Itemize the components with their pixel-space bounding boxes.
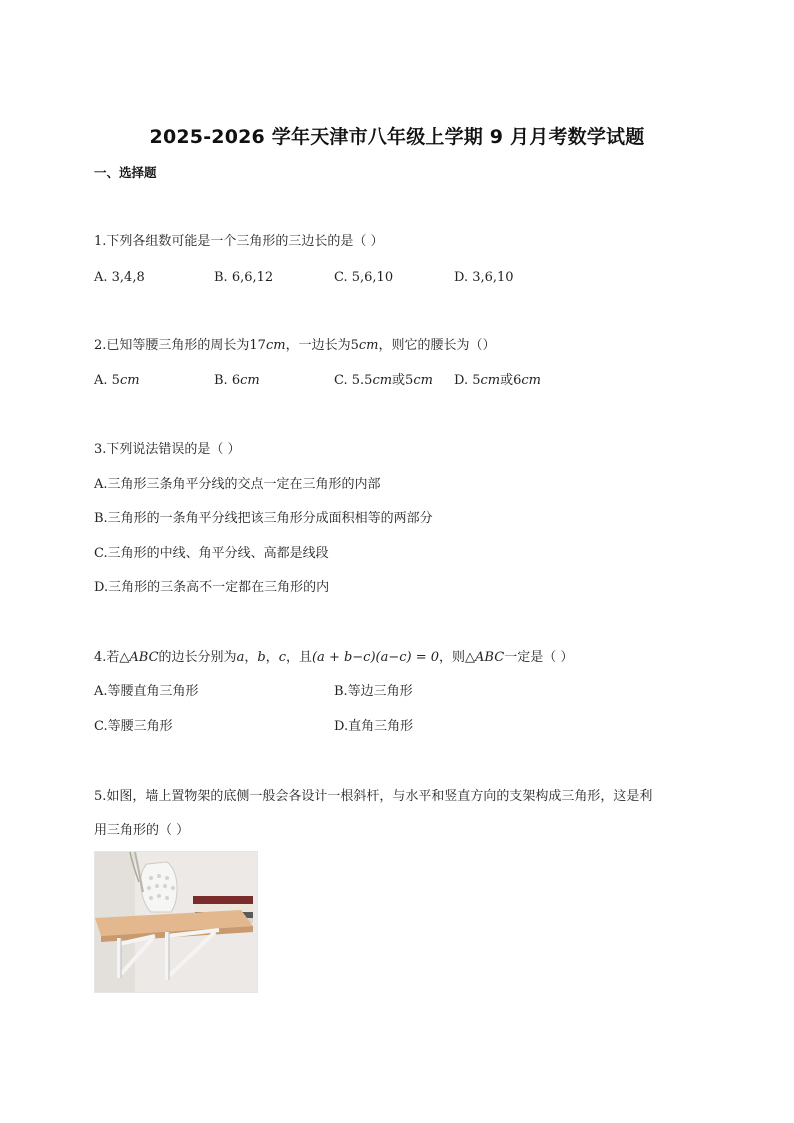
equation: (a + b−c)(a−c) = 0 <box>311 650 440 665</box>
q2-unit: cm <box>358 338 379 353</box>
q4-option-c: C.等腰三角形 <box>94 719 173 734</box>
variable-a: a <box>236 650 245 665</box>
question-2-stem <box>94 338 495 354</box>
q3-option-b: B.三角形的一条角平分线把该三角形分成面积相等的两部分 <box>94 511 433 526</box>
q4-option-d: D.直角三角形 <box>334 719 414 734</box>
option-unit: cm <box>372 373 393 388</box>
q3-option-a: A.三角形三条角平分线的交点一定在三角形的内部 <box>94 477 381 492</box>
q2-unit: cm <box>265 338 286 353</box>
triangle-symbol: △ <box>465 650 476 665</box>
q3-option-d: D.三角形的三条高不一定都在三角形的内 <box>94 580 330 595</box>
option-text: 或5 <box>392 373 414 388</box>
shelf-illustration <box>95 852 257 992</box>
triangle-symbol: △ <box>119 650 130 665</box>
q2-stem-part: 2.已知等腰三角形的周长为17 <box>94 338 266 353</box>
q1-option-c: C. 5,6,10 <box>334 270 394 285</box>
question-5-stem-line-2: 用三角形的（ ） <box>94 823 190 838</box>
q1-option-d: D. 3,6,10 <box>454 270 514 285</box>
q2-option-c <box>334 373 433 389</box>
q1-option-a: A. 3,4,8 <box>94 270 145 285</box>
option-unit: cm <box>119 373 140 388</box>
option-label: D. 5 <box>454 373 481 388</box>
q2-option-b <box>214 373 260 389</box>
option-unit: cm <box>480 373 501 388</box>
variable-c: c <box>278 650 286 665</box>
option-unit: cm <box>413 373 433 388</box>
q2-option-a <box>94 373 140 389</box>
q4-stem-part: ，则 <box>439 650 466 665</box>
option-label: B. 6 <box>214 373 241 388</box>
q4-stem-part: 一定是（ ） <box>504 650 574 665</box>
q2-stem-part: ，则它的腰长为（） <box>378 338 496 353</box>
q4-option-b: B.等边三角形 <box>334 684 413 699</box>
shelf-photo <box>94 851 258 993</box>
q2-stem-part: ，一边长为5 <box>285 338 359 353</box>
variable-b: b <box>257 650 266 665</box>
q4-stem-part: 的边长分别为 <box>158 650 237 665</box>
q4-stem-part: 4.若 <box>94 650 120 665</box>
separator: ， <box>265 650 279 665</box>
option-label: A. 5 <box>94 373 120 388</box>
option-text: 或6 <box>500 373 522 388</box>
q4-stem-part: ，且 <box>285 650 312 665</box>
q2-option-d <box>454 373 541 389</box>
page-title: 2025-2026 学年天津市八年级上学期 9 月月考数学试题 <box>149 126 645 148</box>
question-4-stem <box>94 650 573 666</box>
triangle-name: ABC <box>129 650 159 665</box>
question-1-stem: 1.下列各组数可能是一个三角形的三边长的是（ ） <box>94 234 384 249</box>
q3-option-c: C.三角形的中线、角平分线、高都是线段 <box>94 546 329 561</box>
option-unit: cm <box>240 373 260 388</box>
option-unit: cm <box>521 373 541 388</box>
q1-option-b: B. 6,6,12 <box>214 270 274 285</box>
option-label: C. 5.5 <box>334 373 373 388</box>
separator: ， <box>244 650 258 665</box>
triangle-name: ABC <box>475 650 505 665</box>
question-3-stem: 3.下列说法错误的是（ ） <box>94 442 241 457</box>
section-heading: 一、选择题 <box>94 165 157 180</box>
question-5-stem-line-1: 5.如图，墙上置物架的底侧一般会各设计一根斜杆，与水平和竖直方向的支架构成三角形，这是利 <box>94 789 653 804</box>
q4-option-a: A.等腰直角三角形 <box>94 684 199 699</box>
